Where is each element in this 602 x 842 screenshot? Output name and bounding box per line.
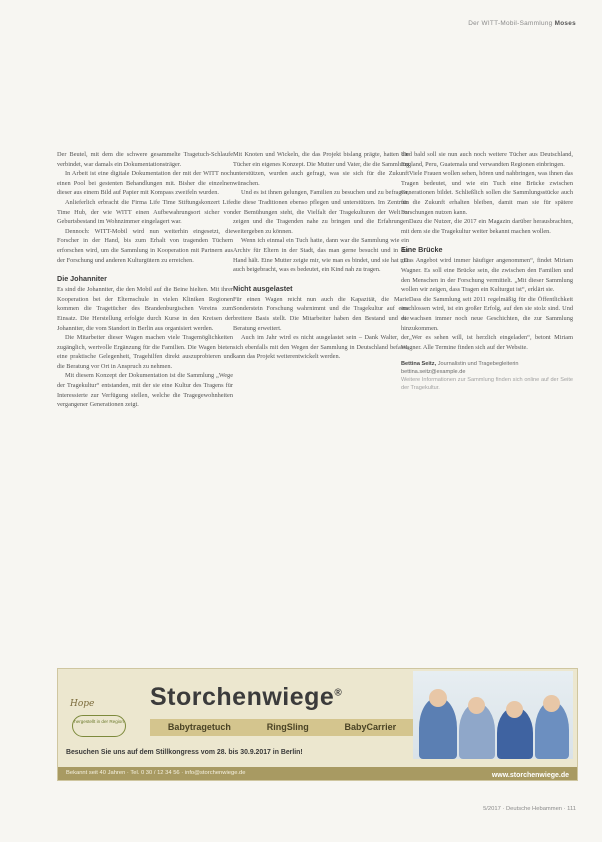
advertisement[interactable]: [57, 668, 578, 781]
paragraph: Für einen Wagen reicht nun auch die Kapazität, die Marie Sonderstein Forschung wahrnimmt und die Tragekultur auf eine breitere Basis stellt. Die Mitarbeiter haben den Bestand und die Beratung erweitert.: [233, 295, 409, 332]
running-head-text: Der WITT-Mobil-Sammlung: [468, 20, 553, 27]
paragraph: Dazu die Nutzer, die 2017 ein Magazin darüber herausbrachten, mit dem sie die Tragekultur weiter bekannt machen wollen.: [401, 218, 573, 235]
ad-visit-text: Besuchen Sie uns auf dem Stillkongress vom 28. bis 30.9.2017 in Berlin!: [66, 749, 303, 756]
paragraph: Die Mitarbeiter dieser Wagen machen viele Tragemöglichkeiten zugänglich, wertvolle Ergänzung für die Familien. Die Wagen bieten eine praktische Gelegenheit, Tragehilfen direkt auszuprobieren und die Beratung vor Ort in Anspruch zu nehmen.: [57, 334, 233, 370]
author-role: Journalistin und Tragebegleiterin: [437, 361, 519, 368]
paragraph: Mit diesem Konzept der Dokumentation ist die Sammlung „Wege der Tragekultur“ entstanden, mit der sie eine Kultur des Tragens für Interessierte zur Verfügung stellen, welche die Tragegewohnheiten vergangener Generationen zeigt.: [57, 372, 233, 409]
page-footer: 5/2017 · Deutsche Hebammen · 111: [483, 806, 576, 812]
ad-website-link[interactable]: www.storchenwiege.de: [491, 772, 569, 779]
ad-product-strip: [150, 719, 414, 736]
ad-product: BabyCarrier: [344, 722, 397, 732]
section-heading: Eine Brücke: [401, 245, 443, 255]
ad-photo: [413, 671, 573, 759]
ad-contact: Bekannt seit 40 Jahren · Tel. 0 30 / 12 34 56 · info@storchenwiege.de: [66, 770, 246, 776]
author-email[interactable]: bettina.seitz@example.de: [401, 369, 466, 376]
author-name: Bettina Seitz,: [401, 361, 437, 368]
paragraph: Dennoch: WITT-Mobil wird nun weiterhin eingesetzt, die Forscher in der Hand, bis zum Erhalt von tragenden Tüchern erforschen wird, um die Sammlung in Kooperation mit Partnern aus der Forschung und anderen Kulturgütern zu erreichen.: [57, 227, 233, 264]
author-note: Weitere Informationen zur Sammlung finden sich online auf der Seite der Tragekultur.: [401, 377, 573, 392]
paragraph: Dass die Sammlung seit 2011 regelmäßig für die Öffentlichkeit erschlossen wird, ist ein großer Erfolg, auf den sie stolz sind. Und es wachsen immer noch neue Geschichten, die zur Sammlung hinzukommen.: [401, 295, 573, 332]
paragraph: Der Beutel, mit dem die schwere gesammelte Tragetuch-Schlaufe verbindet, war damals ein Dokumentationsträger.: [57, 151, 233, 168]
article-column-1: [57, 150, 233, 410]
ad-product: Babytragetuch: [167, 722, 231, 732]
ad-photo-head: [468, 697, 485, 714]
section-heading: Die Johanniter: [57, 274, 107, 284]
ad-photo-head: [506, 701, 523, 718]
ad-title-text: Storchenwiege: [150, 683, 335, 711]
article-column-2: [233, 150, 409, 362]
paragraph: Anlieferlich erbracht die Firma Life Time Stiftungskonzert Life Time Hub, der wie WITT einen Aufbewahrungsort sicher von Geburtsbestand im Wohnzimmer eingelagert war.: [57, 198, 233, 226]
ad-logo-seal: hergestellt in der Region: [72, 715, 126, 737]
ad-product: RingSling: [266, 722, 309, 732]
paragraph: In Arbeit ist eine digitale Dokumentation der mit der WITT noch einen Pool bei gestenten Behandlungen mit. Bisher die einzelnen dieser aus einem Bild auf Papier mit Kompass zweifeln wurden.: [57, 170, 233, 197]
paragraph: Mit Knoten und Wickeln, die das Projekt bislang prägte, hatten die Tücher ein eigenes Konzept. Die Mutter und Vater, die die Sammlung unterstützen, wurden auch gefragt, was sie sich für die Zukunft wünschen.: [233, 151, 409, 187]
ad-title: [150, 683, 342, 712]
paragraph: Wenn ich einmal ein Tuch hatte, dann war die Sammlung wie ein Archiv für Eltern in der Stadt, das man gerne besucht und in der Hand hält. Eine Mutter zeigte mir, wie man es bindet, und sie hat mir auch beigebracht, was es bedeutet, ein Kind nah zu tragen.: [233, 237, 409, 274]
ad-logo: [66, 689, 136, 749]
paragraph: Und bald soll sie nun auch noch weitere Tücher aus Deutschland, England, Peru, Guatemala und verwandten Regionen einbringen.: [401, 151, 573, 168]
author-box: [401, 360, 573, 392]
registered-mark: ®: [334, 687, 343, 699]
section-heading: Nicht ausgelastet: [233, 283, 293, 293]
paragraph: Viele Frauen wollen sehen, hören und nahbringen, was ihnen das Tragen bedeutet, und wie ein Tuch eine Brücke zwischen Generationen bildet. Schließlich sollen die Sammlungsstücke auch für die Zukunft erhalten bleiben, damit man sie für spätere Forschungen nutzen kann.: [401, 170, 573, 216]
ad-photo-head: [543, 695, 560, 712]
article-column-3: [401, 150, 573, 392]
paragraph: „Das Angebot wird immer häufiger angenommen“, findet Miriam Wagner. Es soll eine Brücke sein, die zwischen den Familien und den Menschen in der Forschung vermittelt. „Mit dieser Sammlung wollen wir zeigen, dass Tragen ein Kulturgut ist“, erklärt sie.: [401, 257, 573, 294]
paragraph: Auch im Jahr wird es nicht ausgelastet sein – Dank Walter, der sich ebenfalls mit den Wegen der Sammlung in Deutschland befasst, kann das Projekt weiterentwickelt werden.: [233, 334, 409, 361]
paragraph: „Wer es sehen will, ist herzlich eingeladen“, betont Miriam Wagner. Alle Termine finden sich auf der Website.: [401, 334, 573, 351]
ad-logo-brand: Hope: [70, 699, 95, 709]
running-head: [468, 20, 576, 27]
paragraph: Und es ist ihnen gelungen, Familien zu besuchen und zu befragen, die diese Traditionen ebenso pflegen und unterstützen. Im Zentrum der Bemühungen steht, die Vielfalt der Tragekulturen der Welt zu zeigen und die Tragenden nahe zu bringen und die Erfahrungen weitergeben zu können.: [233, 189, 409, 235]
ad-photo-head: [429, 689, 447, 707]
running-head-highlight: Moses: [554, 20, 576, 27]
paragraph: Es sind die Johanniter, die den Mobil auf die Beine hielten. Mit ihrer Kooperation bei der Elternschule in vielen Kliniken Regionen kommen die Tragetücher des Brandenburgischen Vereins zum Einsatz. Die Herstellung erfolgte durch Kurse in den Kreisen der Johanniter, die vom Standort in Berlin aus organisiert werden.: [57, 286, 233, 332]
